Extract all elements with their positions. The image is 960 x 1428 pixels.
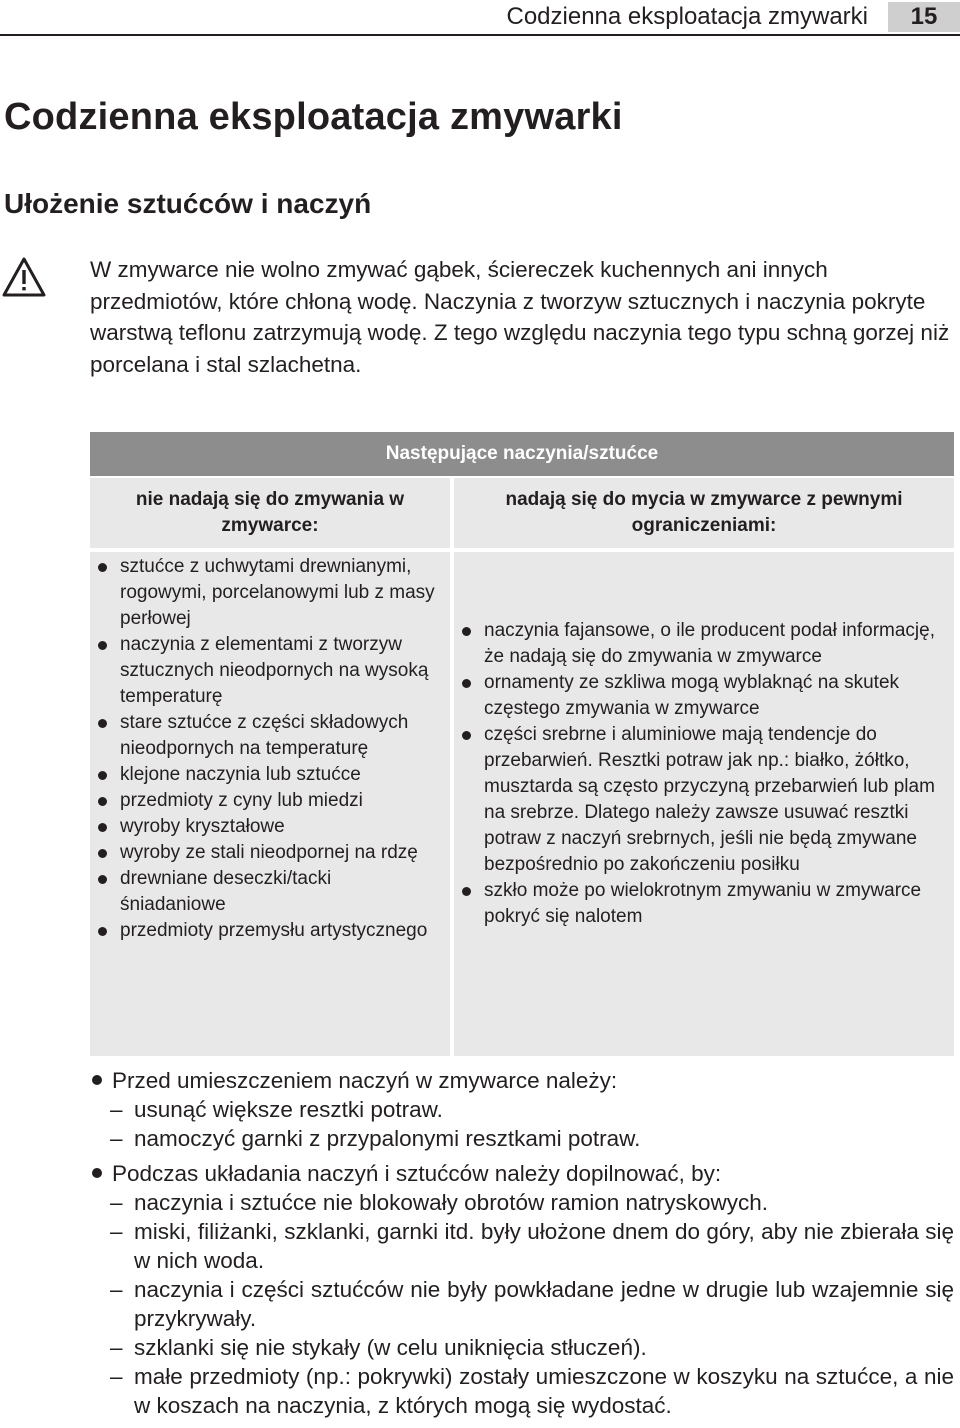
- instruction-subitem: – szklanki się nie stykały (w celu uniknięcia stłuczeń).: [90, 1333, 954, 1362]
- instruction-item: Przed umieszczeniem naczyń w zmywarce należy:: [90, 1066, 954, 1095]
- warning-text: W zmywarce nie wolno zmywać gąbek, ściereczek kuchennych ani innych przedmiotów, które chłoną wodę. Naczynia z tworzyw sztucznych i naczynia pokryte warstwą teflonu zatrzymują wodę. Z tego względu naczynia tego typu schną gorzej niż porcelana i stal szlachetna.: [90, 257, 950, 377]
- list-item: wyroby kryształowe: [90, 814, 435, 840]
- list-item: naczynia fajansowe, o ile producent podał informację, że nadają się do zmywania w zmywarce: [454, 618, 944, 670]
- instruction-subitem: – namoczyć garnki z przypalonymi resztkami potraw.: [90, 1124, 954, 1153]
- instruction-item: Podczas układania naczyń i sztućców należy dopilnować, by:: [90, 1159, 954, 1188]
- section-title: Ułożenie sztućców i naczyń: [4, 188, 372, 219]
- list-item: ornamenty ze szkliwa mogą wyblaknąć na skutek częstego zmywania w zmywarce: [454, 670, 944, 722]
- table-right-heading-text: nadają się do mycia w zmywarce z pewnymi ograniczeniami:: [505, 489, 903, 536]
- table-left-heading: [90, 478, 450, 548]
- instruction-subitem: – usunąć większe resztki potraw.: [90, 1095, 954, 1124]
- instruction-subitem: – miski, filiżanki, szklanki, garnki itd. były ułożone dnem do góry, aby nie zbierała się w nich woda.: [90, 1217, 954, 1275]
- instruction-subitem: – małe przedmioty (np.: pokrywki) zostały umieszczone w koszyku na sztućce, a nie w koszach na naczynia, z których mogą się wydostać.: [90, 1362, 954, 1420]
- instruction-subitem: – naczynia i części sztućców nie były powkładane jedne w drugie lub wzajemnie się przykrywały.: [90, 1275, 954, 1333]
- table-left-heading-text: nie nadają się do zmywania w zmywarce:: [135, 489, 405, 536]
- instruction-subitem: – naczynia i sztućce nie blokowały obrotów ramion natryskowych.: [90, 1188, 954, 1217]
- header-rule: [0, 34, 960, 36]
- list-item: klejone naczynia lub sztućce: [90, 762, 435, 788]
- list-item: szkło może po wielokrotnym zmywaniu w zmywarce pokryć się nalotem: [454, 878, 944, 930]
- list-item: drewniane deseczki/tacki śniadaniowe: [90, 866, 435, 918]
- table-left-cell: [90, 552, 450, 1056]
- list-item: przedmioty przemysłu artystycznego: [90, 918, 435, 944]
- list-item: przedmioty z cyny lub miedzi: [90, 788, 435, 814]
- warning-triangle-icon: [2, 256, 46, 298]
- unsuitable-items-list: [90, 554, 435, 944]
- list-item: naczynia z elementami z tworzyw sztucznych nieodpornych na wysoką temperaturę: [90, 632, 435, 710]
- list-item: części srebrne i aluminiowe mają tendencje do przebarwień. Resztki potraw jak np.: białko, żółtko, musztarda są często przyczyną przebarwień lub plam na srebrze. Dlatego należy zawsze usuwać resztki potraw z naczyń srebrnych, jeśli nie będą zmywane bezpośrednio po zakończeniu posiłku: [454, 722, 944, 878]
- table-header: Następujące naczynia/sztućce: [90, 432, 954, 476]
- limited-items-list: [454, 618, 944, 930]
- page-number: 15: [888, 2, 960, 32]
- loading-instructions: [90, 1066, 954, 1420]
- list-item: wyroby ze stali nieodpornej na rdzę: [90, 840, 435, 866]
- page-title: Codzienna eksploatacja zmywarki: [4, 96, 623, 138]
- list-item: sztućce z uchwytami drewnianymi, rogowymi, porcelanowymi lub z masy perłowej: [90, 554, 435, 632]
- running-header-title: Codzienna eksploatacja zmywarki: [506, 3, 868, 30]
- table-right-cell: [454, 552, 954, 1056]
- list-item: stare sztućce z części składowych nieodpornych na temperaturę: [90, 710, 435, 762]
- dishware-table: [90, 432, 954, 1056]
- table-right-heading: [454, 478, 954, 548]
